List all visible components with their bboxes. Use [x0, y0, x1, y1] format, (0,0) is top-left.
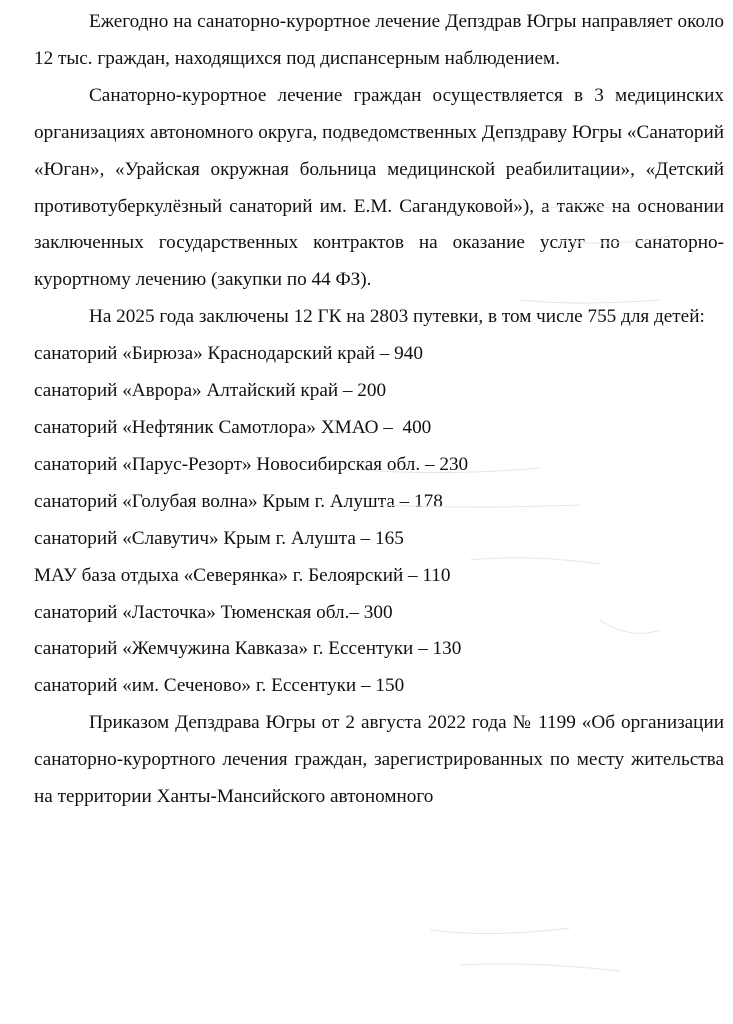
paragraph-treatment-organizations: Санаторно-курортное лечение граждан осуществляется в 3 медицинских организациях автономного округа, подведомственных Депздраву Югры «Санаторий «Юган», «Урайская окружная больница медицинской реабилитации», «Детский противотуберкулёзный санаторий им. Е.М. Сагандуковой»), а также на основании заключенных государственных контрактов на оказание услуг по санаторно-курортному лечению (закупки по 44 ФЗ).	[34, 84, 724, 291]
list-item: санаторий «Голубая волна» Крым г. Алушта – 178	[34, 490, 443, 512]
list-item: МАУ база отдыха «Северянка» г. Белоярский – 110	[34, 564, 451, 586]
list-item: санаторий «Славутич» Крым г. Алушта – 165	[34, 527, 404, 549]
list-item: санаторий «Жемчужина Кавказа» г. Ессентуки – 130	[34, 638, 462, 660]
list-item: санаторий «им. Сеченово» г. Ессентуки – 150	[34, 675, 405, 697]
list-item: санаторий «Бирюза» Краснодарский край – 940	[34, 343, 423, 365]
list-item: санаторий «Аврора» Алтайский край – 200	[34, 380, 387, 402]
paragraph-contracts-2025: На 2025 года заключены 12 ГК на 2803 путевки, в том числе 755 для детей:	[89, 306, 705, 328]
list-item: санаторий «Парус-Резорт» Новосибирская обл. – 230	[34, 453, 469, 475]
paragraph-order-1199: Приказом Депздрава Югры от 2 августа 2022 года № 1199 «Об организации санаторно-курортного лечения граждан, зарегистрированных по месту жительства на территории Ханты-Мансийского автономного	[34, 712, 724, 808]
list-item: санаторий «Ласточка» Тюменская обл.– 300	[34, 601, 393, 623]
sanatorium-list	[34, 336, 724, 705]
list-item: санаторий «Нефтяник Самотлора» ХМАО – 400	[34, 416, 432, 438]
document-body	[34, 4, 724, 816]
paragraph-annual-referrals: Ежегодно на санаторно-курортное лечение Депздрав Югры направляет около 12 тыс. граждан, находящихся под диспансерным наблюдением.	[34, 11, 724, 69]
